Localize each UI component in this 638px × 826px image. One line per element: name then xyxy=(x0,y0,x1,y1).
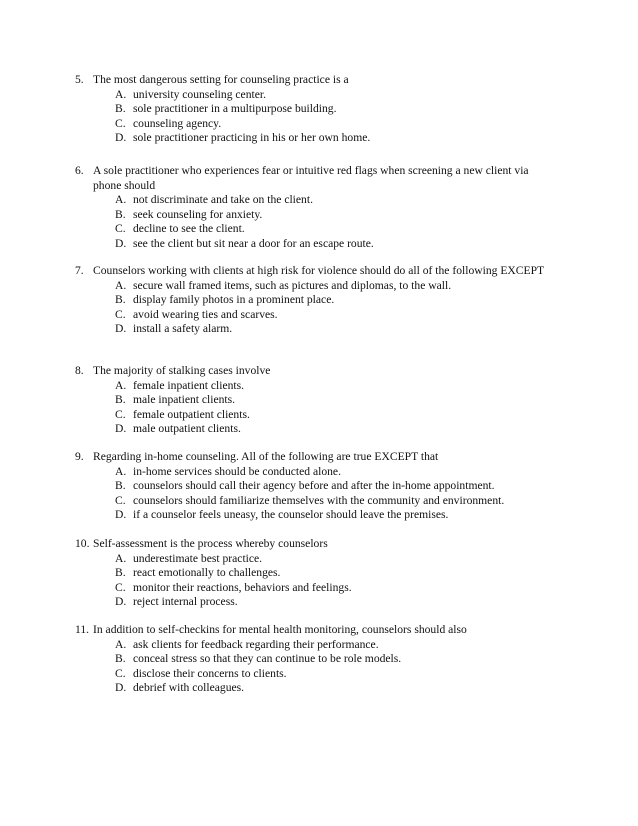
answer-option xyxy=(115,465,555,480)
option-text: university counseling center. xyxy=(133,87,266,101)
question-number: 10. xyxy=(75,537,90,550)
question-number: 5. xyxy=(75,73,84,86)
option-letter: A. xyxy=(115,378,127,392)
answer-option xyxy=(115,322,555,337)
answer-option xyxy=(115,379,555,394)
option-text: monitor their reactions, behaviors and feelings. xyxy=(133,580,352,594)
option-text: male outpatient clients. xyxy=(133,422,241,436)
answer-options xyxy=(75,465,555,523)
option-letter: A. xyxy=(115,193,127,207)
answer-option xyxy=(115,237,555,252)
option-letter: B. xyxy=(115,293,126,307)
option-letter: D. xyxy=(115,236,127,250)
option-letter: D. xyxy=(115,595,127,609)
option-letter: A. xyxy=(115,87,127,101)
option-letter: C. xyxy=(115,407,126,421)
question-text: The most dangerous setting for counseling practice is a xyxy=(93,73,349,86)
question-8 xyxy=(75,364,555,437)
answer-option xyxy=(115,494,555,509)
question-number: 11. xyxy=(75,623,90,636)
answer-option xyxy=(115,393,555,408)
option-letter: B. xyxy=(115,566,126,580)
option-letter: C. xyxy=(115,666,126,680)
answer-options xyxy=(75,638,555,696)
question-text: Self-assessment is the process whereby counselors xyxy=(93,537,328,550)
option-text: debrief with colleagues. xyxy=(133,681,245,695)
question-5 xyxy=(75,73,555,146)
option-text: if a counselor feels uneasy, the counselor should leave the premises. xyxy=(133,508,449,522)
answer-option xyxy=(115,581,555,596)
answer-option xyxy=(115,222,555,237)
answer-option xyxy=(115,88,555,103)
option-letter: B. xyxy=(115,393,126,407)
answer-options xyxy=(75,193,555,251)
answer-option xyxy=(115,193,555,208)
question-6 xyxy=(75,164,555,252)
option-letter: B. xyxy=(115,479,126,493)
option-text: counselors should call their agency before and after the in-home appointment. xyxy=(133,479,495,493)
option-text: sole practitioner practicing in his or her own home. xyxy=(133,131,371,145)
option-text: not discriminate and take on the client. xyxy=(133,193,313,207)
option-text: seek counseling for anxiety. xyxy=(133,207,263,221)
answer-options xyxy=(75,88,555,146)
answer-option xyxy=(115,117,555,132)
option-text: counseling agency. xyxy=(133,116,222,130)
question-number: 6. xyxy=(75,164,84,177)
question-text: Regarding in-home counseling. All of the following are true EXCEPT that xyxy=(93,450,439,463)
option-letter: D. xyxy=(115,508,127,522)
question-10 xyxy=(75,537,555,610)
question-text: A sole practitioner who experiences fear or intuitive red flags when screening a new client via phone should xyxy=(93,164,529,192)
answer-options xyxy=(75,279,555,337)
option-text: see the client but sit near a door for an escape route. xyxy=(133,236,374,250)
answer-option xyxy=(115,408,555,423)
answer-options xyxy=(75,552,555,610)
option-letter: B. xyxy=(115,207,126,221)
option-letter: A. xyxy=(115,464,127,478)
option-letter: A. xyxy=(115,637,127,651)
question-number: 9. xyxy=(75,450,84,463)
answer-option xyxy=(115,667,555,682)
option-text: male inpatient clients. xyxy=(133,393,236,407)
option-text: display family photos in a prominent place. xyxy=(133,293,335,307)
question-stem xyxy=(75,364,555,379)
question-stem xyxy=(75,450,555,465)
question-stem xyxy=(75,623,555,638)
option-text: reject internal process. xyxy=(133,595,238,609)
option-text: conceal stress so that they can continue to be role models. xyxy=(133,652,402,666)
question-text: In addition to self-checkins for mental health monitoring, counselors should also xyxy=(93,623,467,636)
answer-option xyxy=(115,422,555,437)
answer-option xyxy=(115,208,555,223)
option-letter: D. xyxy=(115,422,127,436)
question-number: 7. xyxy=(75,264,84,277)
option-text: ask clients for feedback regarding their performance. xyxy=(133,637,379,651)
option-letter: D. xyxy=(115,681,127,695)
option-letter: C. xyxy=(115,580,126,594)
answer-option xyxy=(115,652,555,667)
option-letter: C. xyxy=(115,116,126,130)
option-letter: B. xyxy=(115,102,126,116)
answer-option xyxy=(115,508,555,523)
option-letter: C. xyxy=(115,307,126,321)
answer-option xyxy=(115,638,555,653)
answer-option xyxy=(115,293,555,308)
option-letter: C. xyxy=(115,222,126,236)
answer-option xyxy=(115,308,555,323)
option-text: react emotionally to challenges. xyxy=(133,566,281,580)
option-text: decline to see the client. xyxy=(133,222,245,236)
answer-option xyxy=(115,552,555,567)
answer-option xyxy=(115,681,555,696)
option-text: counselors should familiarize themselves with the community and environment. xyxy=(133,493,505,507)
answer-option xyxy=(115,102,555,117)
question-number: 8. xyxy=(75,364,84,377)
option-text: female inpatient clients. xyxy=(133,378,245,392)
option-text: disclose their concerns to clients. xyxy=(133,666,287,680)
option-text: female outpatient clients. xyxy=(133,407,250,421)
question-stem xyxy=(75,164,555,193)
question-11 xyxy=(75,623,555,696)
question-9 xyxy=(75,450,555,523)
option-letter: A. xyxy=(115,551,127,565)
option-text: underestimate best practice. xyxy=(133,551,263,565)
question-text: The majority of stalking cases involve xyxy=(93,364,271,377)
question-stem xyxy=(75,537,555,552)
question-stem xyxy=(75,73,555,88)
option-text: in-home services should be conducted alone. xyxy=(133,464,341,478)
answer-option xyxy=(115,479,555,494)
option-letter: A. xyxy=(115,278,127,292)
answer-option xyxy=(115,595,555,610)
answer-options xyxy=(75,379,555,437)
answer-option xyxy=(115,131,555,146)
option-letter: D. xyxy=(115,131,127,145)
option-text: install a safety alarm. xyxy=(133,322,233,336)
option-text: sole practitioner in a multipurpose building. xyxy=(133,102,337,116)
option-letter: B. xyxy=(115,652,126,666)
answer-option xyxy=(115,279,555,294)
option-text: avoid wearing ties and scarves. xyxy=(133,307,278,321)
question-text: Counselors working with clients at high risk for violence should do all of the following EXCEPT xyxy=(93,264,545,277)
question-stem xyxy=(75,264,555,279)
answer-option xyxy=(115,566,555,581)
option-letter: D. xyxy=(115,322,127,336)
option-text: secure wall framed items, such as pictures and diplomas, to the wall. xyxy=(133,278,452,292)
question-7 xyxy=(75,264,555,337)
option-letter: C. xyxy=(115,493,126,507)
